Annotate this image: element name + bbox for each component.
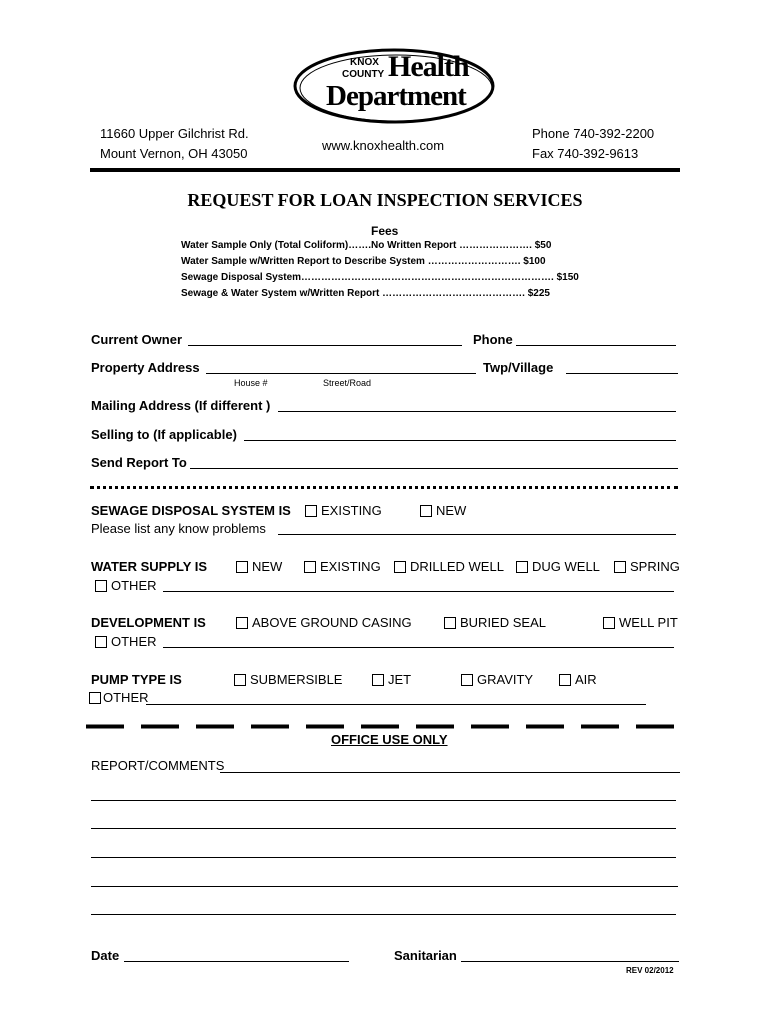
option-label: OTHER xyxy=(103,690,149,705)
twp-village-label: Twp/Village xyxy=(483,360,554,375)
dev-other-field[interactable] xyxy=(163,647,674,648)
checkbox[interactable] xyxy=(603,617,615,629)
office-divider xyxy=(86,716,676,721)
comments-line[interactable] xyxy=(91,857,676,858)
checkbox[interactable] xyxy=(372,674,384,686)
fee-row: Sewage & Water System w/Written Report ……………………………………. $225 xyxy=(181,288,550,299)
fee-row: Water Sample Only (Total Coliform)…….No Written Report …………………. $50 xyxy=(181,240,552,251)
water-spring-option[interactable] xyxy=(614,559,680,574)
checkbox[interactable] xyxy=(95,580,107,592)
office-use-heading: OFFICE USE ONLY xyxy=(331,732,448,747)
logo-knox: KNOX xyxy=(350,57,379,68)
dev-above-ground-option[interactable] xyxy=(236,615,412,630)
problems-label: Please list any know problems xyxy=(91,521,266,536)
checkbox[interactable] xyxy=(559,674,571,686)
water-dug-well-option[interactable] xyxy=(516,559,600,574)
checkbox[interactable] xyxy=(234,674,246,686)
sewage-existing-option[interactable] xyxy=(305,503,382,518)
option-label: EXISTING xyxy=(320,559,381,574)
option-label: NEW xyxy=(436,503,467,518)
checkbox[interactable] xyxy=(614,561,626,573)
current-owner-label: Current Owner xyxy=(91,332,183,347)
water-other-option[interactable] xyxy=(95,578,157,593)
option-label: WELL PIT xyxy=(619,615,678,630)
comments-line[interactable] xyxy=(91,886,678,887)
property-address-field[interactable] xyxy=(206,373,476,374)
pump-submersible-option[interactable] xyxy=(234,672,342,687)
option-label: SPRING xyxy=(630,559,680,574)
date-label: Date xyxy=(91,948,120,963)
logo-department: Department xyxy=(326,80,466,112)
dev-other-option[interactable] xyxy=(95,634,157,649)
logo-health: Health xyxy=(388,50,469,83)
address-line-1: 11660 Upper Gilchrist Rd. xyxy=(100,126,249,141)
option-label: EXISTING xyxy=(321,503,382,518)
water-supply-label: WATER SUPPLY IS xyxy=(91,559,208,574)
option-label: OTHER xyxy=(111,578,157,593)
fees-heading: Fees xyxy=(371,224,399,238)
option-label: ABOVE GROUND CASING xyxy=(252,615,412,630)
comments-line[interactable] xyxy=(91,914,676,915)
checkbox[interactable] xyxy=(420,505,432,517)
dotted-divider xyxy=(90,486,678,489)
development-label: DEVELOPMENT IS xyxy=(91,615,206,630)
logo xyxy=(292,46,498,128)
option-label: GRAVITY xyxy=(477,672,534,687)
dev-well-pit-option[interactable] xyxy=(603,615,678,630)
address-line-2: Mount Vernon, OH 43050 xyxy=(100,146,248,161)
option-label: NEW xyxy=(252,559,283,574)
sanitarian-label: Sanitarian xyxy=(394,948,457,963)
current-owner-field[interactable] xyxy=(188,345,462,346)
header-rule xyxy=(90,168,680,172)
revision-note: REV 02/2012 xyxy=(626,966,674,975)
street-hint: Street/Road xyxy=(323,378,372,388)
pump-other-option[interactable] xyxy=(89,690,149,705)
logo-county: COUNTY xyxy=(342,69,385,80)
checkbox[interactable] xyxy=(236,617,248,629)
fax-number: Fax 740-392-9613 xyxy=(532,146,639,161)
option-label: SUBMERSIBLE xyxy=(250,672,343,687)
comments-line[interactable] xyxy=(91,828,676,829)
phone-label: Phone xyxy=(473,332,513,347)
pump-other-field[interactable] xyxy=(146,704,646,705)
pump-air-option[interactable] xyxy=(559,672,597,687)
pump-jet-option[interactable] xyxy=(372,672,411,687)
water-existing-option[interactable] xyxy=(304,559,381,574)
option-label: DRILLED WELL xyxy=(410,559,504,574)
fee-row: Water Sample w/Written Report to Describe System ………………………. $100 xyxy=(181,256,546,267)
phone-number: Phone 740-392-2200 xyxy=(532,126,655,141)
checkbox[interactable] xyxy=(516,561,528,573)
selling-to-field[interactable] xyxy=(244,440,676,441)
pump-type-label: PUMP TYPE IS xyxy=(91,672,182,687)
checkbox[interactable] xyxy=(236,561,248,573)
comments-line[interactable] xyxy=(220,772,680,773)
mailing-address-label: Mailing Address (If different ) xyxy=(91,398,271,413)
property-address-label: Property Address xyxy=(91,360,200,375)
selling-to-label: Selling to (If applicable) xyxy=(91,427,237,442)
water-new-option[interactable] xyxy=(236,559,282,574)
checkbox[interactable] xyxy=(305,505,317,517)
send-report-to-field[interactable] xyxy=(190,468,678,469)
checkbox[interactable] xyxy=(461,674,473,686)
mailing-address-field[interactable] xyxy=(278,411,676,412)
sewage-new-option[interactable] xyxy=(420,503,466,518)
checkbox[interactable] xyxy=(95,636,107,648)
option-label: AIR xyxy=(575,672,597,687)
water-drilled-well-option[interactable] xyxy=(394,559,504,574)
option-label: DUG WELL xyxy=(532,559,600,574)
sewage-label: SEWAGE DISPOSAL SYSTEM IS xyxy=(91,503,291,518)
fee-row: Sewage Disposal System…………………………………………………………………. $150 xyxy=(181,272,579,283)
checkbox[interactable] xyxy=(304,561,316,573)
checkbox[interactable] xyxy=(444,617,456,629)
option-label: OTHER xyxy=(111,634,157,649)
house-hint: House # xyxy=(234,378,268,388)
water-other-field[interactable] xyxy=(163,591,674,592)
problems-field[interactable] xyxy=(278,534,676,535)
checkbox[interactable] xyxy=(394,561,406,573)
dev-buried-seal-option[interactable] xyxy=(444,615,546,630)
pump-gravity-option[interactable] xyxy=(461,672,533,687)
option-label: BURIED SEAL xyxy=(460,615,546,630)
page-title: REQUEST FOR LOAN INSPECTION SERVICES xyxy=(187,190,583,210)
website: www.knoxhealth.com xyxy=(322,138,445,153)
report-comments-label: REPORT/COMMENTS xyxy=(91,758,225,773)
twp-village-field[interactable] xyxy=(566,373,678,374)
sanitarian-field[interactable] xyxy=(461,961,679,962)
comments-line[interactable] xyxy=(91,800,676,801)
checkbox[interactable] xyxy=(89,692,101,704)
date-field[interactable] xyxy=(124,961,349,962)
send-report-to-label: Send Report To xyxy=(91,455,187,470)
option-label: JET xyxy=(388,672,412,687)
phone-field[interactable] xyxy=(516,345,676,346)
